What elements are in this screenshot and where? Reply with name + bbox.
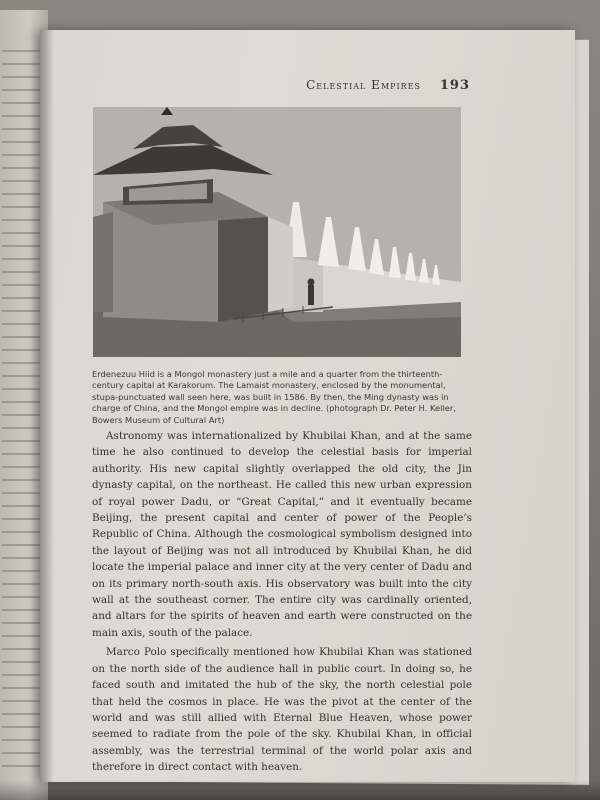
photo-mongol-monastery-icon <box>93 107 461 357</box>
page-gutter-shadow <box>40 30 54 782</box>
running-title: Celestial Empires <box>306 78 422 92</box>
page-number: 193 <box>439 78 470 93</box>
paragraph-2: Marco Polo specifically mentioned how Khubilai Khan was stationed on the north side of the audience hall in public court. In doing so, he faced south and imitated the hub of the sky, the north celestial pole that held the cosmos in place. He was the pivot at the center of the world and was still allied with Eternal Blue Heaven, whose power seemed to radiate from the pole of the sky. Khubilai Khan, in official assembly, was the terrestrial terminal of the world polar axis and therefore in direct contact with heaven. <box>92 646 472 774</box>
photo-caption: Erdenezuu Hiid is a Mongol monastery just a mile and a quarter from the thirteenth-century capital at Karakorum. The Lamaist monastery, enclosed by the monumental, stupa-punctuated wall seen here, was built in 1586. By then, the Ming dynasty was in charge of China, and the Mongol empire was in decline. (photograph Dr. Peter H. Keller, Bowers Museum of Cultural Art) <box>92 369 456 425</box>
monastery-photo <box>93 107 461 357</box>
running-header <box>300 78 470 93</box>
bottom-shadow <box>0 780 600 800</box>
body-text <box>92 428 472 776</box>
paragraph-1: Astronomy was internationalized by Khubilai Khan, and at the same time he also continued to develop the celestial basis for imperial authority. His new capital slightly overlapped the old city, the Jin dynasty capital, on the northeast. He called this new urban expression of royal power Dadu, or “Great Capital,” and it eventually became Beijing, the present capital and center of power of the People’s Republic of China. Although the cosmological symbolism designed into the layout of Beijing was not all introduced by Khubilai Khan, he did locate the imperial palace and inner city at the very center of Dadu and on its primary north-south axis. His observatory was built into the city wall at the southeast corner. The entire city was cardinally oriented, and altars for the spirits of heaven and earth were constructed on the main axis, south of the palace. <box>92 430 472 639</box>
